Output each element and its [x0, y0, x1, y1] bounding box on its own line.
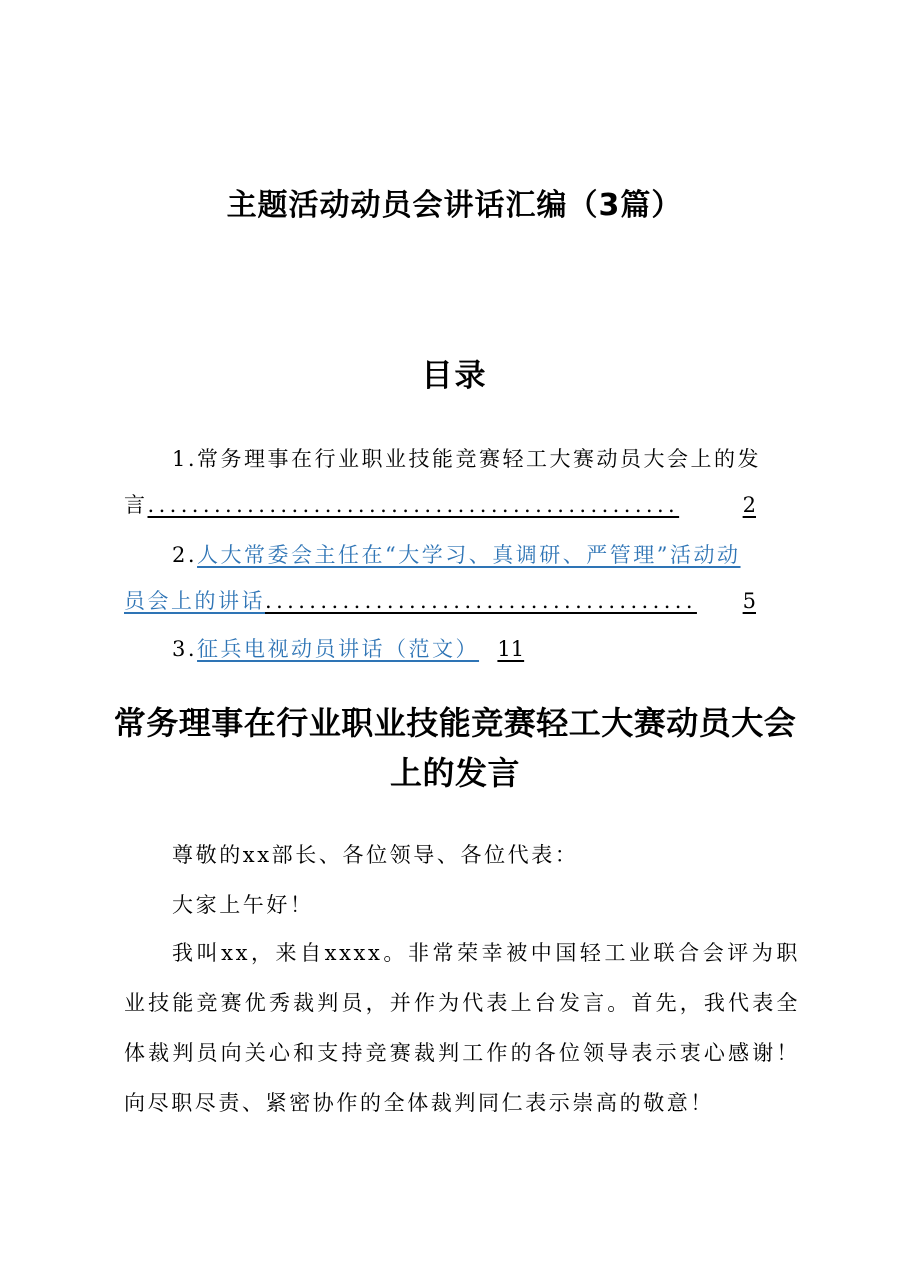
toc-entry-2[interactable]: [124, 532, 796, 624]
toc-entry-number: 2.: [172, 543, 198, 567]
toc-entry-3[interactable]: [124, 626, 796, 672]
toc-entry-number: 1.: [172, 447, 198, 471]
toc-entry-link[interactable]: 人大常委会主任在“大学习、真调研、严管理”活动动: [197, 543, 741, 567]
salutation-paragraph: 尊敬的xx部长、各位领导、各位代表：: [172, 843, 579, 867]
toc-entry-title-continued[interactable]: 言: [124, 493, 148, 517]
intro-paragraph: 我叫xx，来自xxxx。非常荣幸被中国轻工业联合会评为职业技能竞赛优秀裁判员，并作为代表上台发言。首先，我代表全体裁判员向关心和支持竞赛裁判工作的各位领导表示衷心感谢！向尽职尽责、紧密协作的全体裁判同仁表示崇高的敬意！: [124, 941, 800, 1115]
toc-page-number[interactable]: 5: [742, 589, 756, 613]
toc-leader-dots: ................................................: [147, 493, 680, 517]
toc-entry-number: 3.: [172, 637, 198, 661]
toc-heading: 目录: [421, 358, 488, 394]
document-title: 主题活动动员会讲话汇编（3篇）: [226, 188, 683, 223]
section-title: 常务理事在行业职业技能竞赛轻工大赛动员大会上的发言: [113, 704, 797, 792]
toc-entry-title[interactable]: 常务理事在行业职业技能竞赛轻工大赛动员大会上的发: [197, 447, 762, 471]
toc-entry-1[interactable]: [124, 436, 796, 528]
toc-page-number[interactable]: 11: [497, 637, 525, 661]
greeting-paragraph: 大家上午好！: [172, 893, 314, 917]
toc-entry-link[interactable]: 征兵电视动员讲话（范文）: [197, 637, 480, 661]
toc-leader-dots: .......................................: [265, 589, 697, 613]
toc-entry-link-continued[interactable]: 员会上的讲话: [124, 589, 265, 613]
toc-page-number[interactable]: 2: [742, 493, 756, 517]
